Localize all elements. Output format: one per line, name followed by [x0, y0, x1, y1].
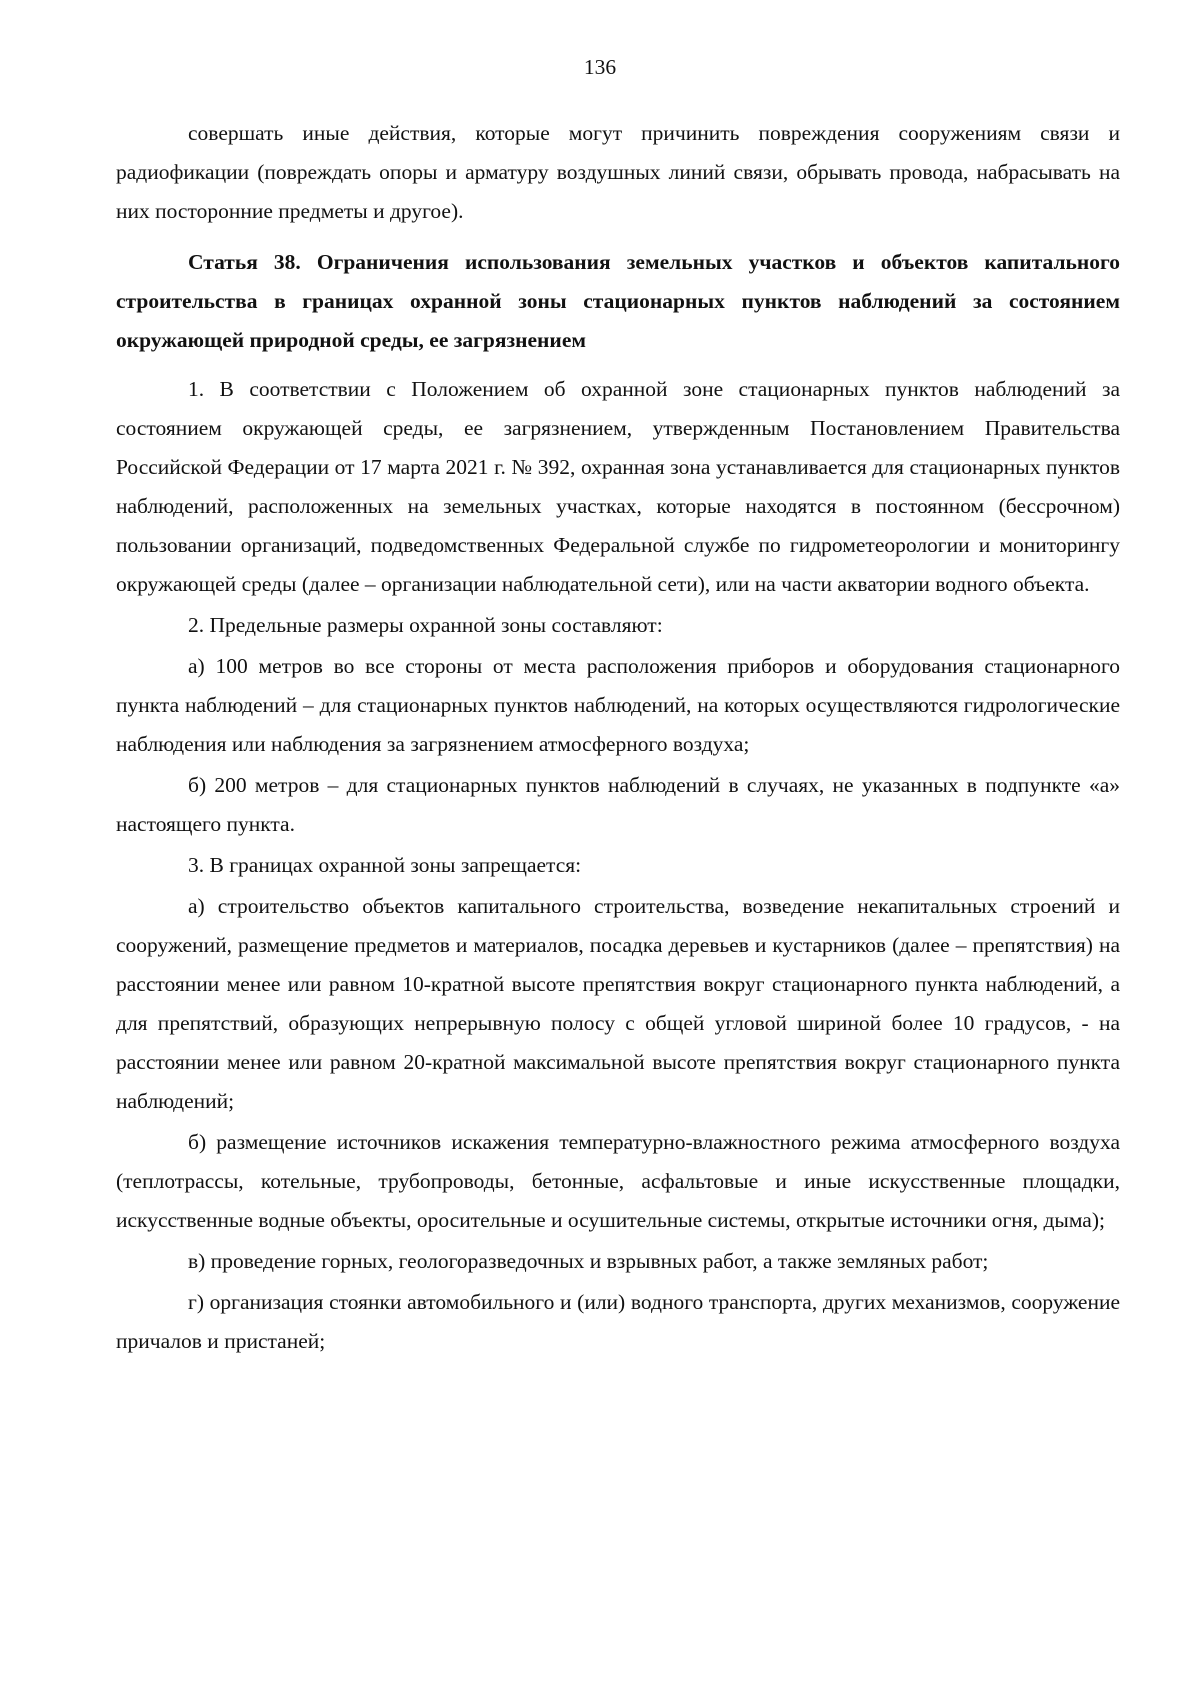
paragraph-2a: а) 100 метров во все стороны от места расположения приборов и оборудования стационарного пункта наблюдений – для стационарных пунктов наблюдений, на которых осуществляются гидрологические наблюдения или наблюдения за загрязнением атмосферного воздуха; [116, 654, 1120, 756]
paragraph-3d: г) организация стоянки автомобильного и (или) водного транспорта, других механизмов, сооружение причалов и пристаней; [116, 1290, 1120, 1353]
paragraph-3b: б) размещение источников искажения температурно-влажностного режима атмосферного воздуха (теплотрассы, котельные, трубопроводы, бетонные, асфальтовые и иные искусственные площадки, искусственные водные объекты, оросительные и осушительные системы, открытые источники огня, дыма); [116, 1130, 1120, 1232]
article-heading: Статья 38. Ограничения использования земельных участков и объектов капитального строительства в границах охранной зоны стационарных пунктов наблюдений за состоянием окружающей природной среды, ее загрязнением [116, 250, 1120, 352]
document-body [116, 114, 1120, 1361]
paragraph-3c: в) проведение горных, геологоразведочных и взрывных работ, а также земляных работ; [188, 1249, 989, 1273]
paragraph-3: 3. В границах охранной зоны запрещается: [188, 853, 582, 877]
paragraph-continuation: совершать иные действия, которые могут причинить повреждения сооружениям связи и радиофикации (повреждать опоры и арматуру воздушных линий связи, обрывать провода, набрасывать на них посторонние предметы и другое). [116, 121, 1120, 223]
paragraph-3a: а) строительство объектов капитального строительства, возведение некапитальных строений и сооружений, размещение предметов и материалов, посадка деревьев и кустарников (далее – препятствия) на расстоянии менее или равном 10-кратной высоте препятствия вокруг стационарного пункта наблюдений, а для препятствий, образующих непрерывную полосу с общей угловой шириной более 10 градусов, - на расстоянии менее или равном 20-кратной максимальной высоте препятствия вокруг стационарного пункта наблюдений; [116, 894, 1120, 1113]
paragraph-2b: б) 200 метров – для стационарных пунктов наблюдений в случаях, не указанных в подпункте «а» настоящего пункта. [116, 773, 1120, 836]
paragraph-2: 2. Предельные размеры охранной зоны составляют: [188, 613, 663, 637]
paragraph-1: 1. В соответствии с Положением об охранной зоне стационарных пунктов наблюдений за состоянием окружающей среды, ее загрязнением, утвержденным Постановлением Правительства Российской Федерации от 17 марта 2021 г. № 392, охранная зона устанавливается для стационарных пунктов наблюдений, расположенных на земельных участках, которые находятся в постоянном (бессрочном) пользовании организаций, подведомственных Федеральной службе по гидрометеорологии и мониторингу окружающей среды (далее – организации наблюдательной сети), или на части акватории водного объекта. [116, 377, 1120, 596]
page-number: 136 [583, 55, 617, 79]
